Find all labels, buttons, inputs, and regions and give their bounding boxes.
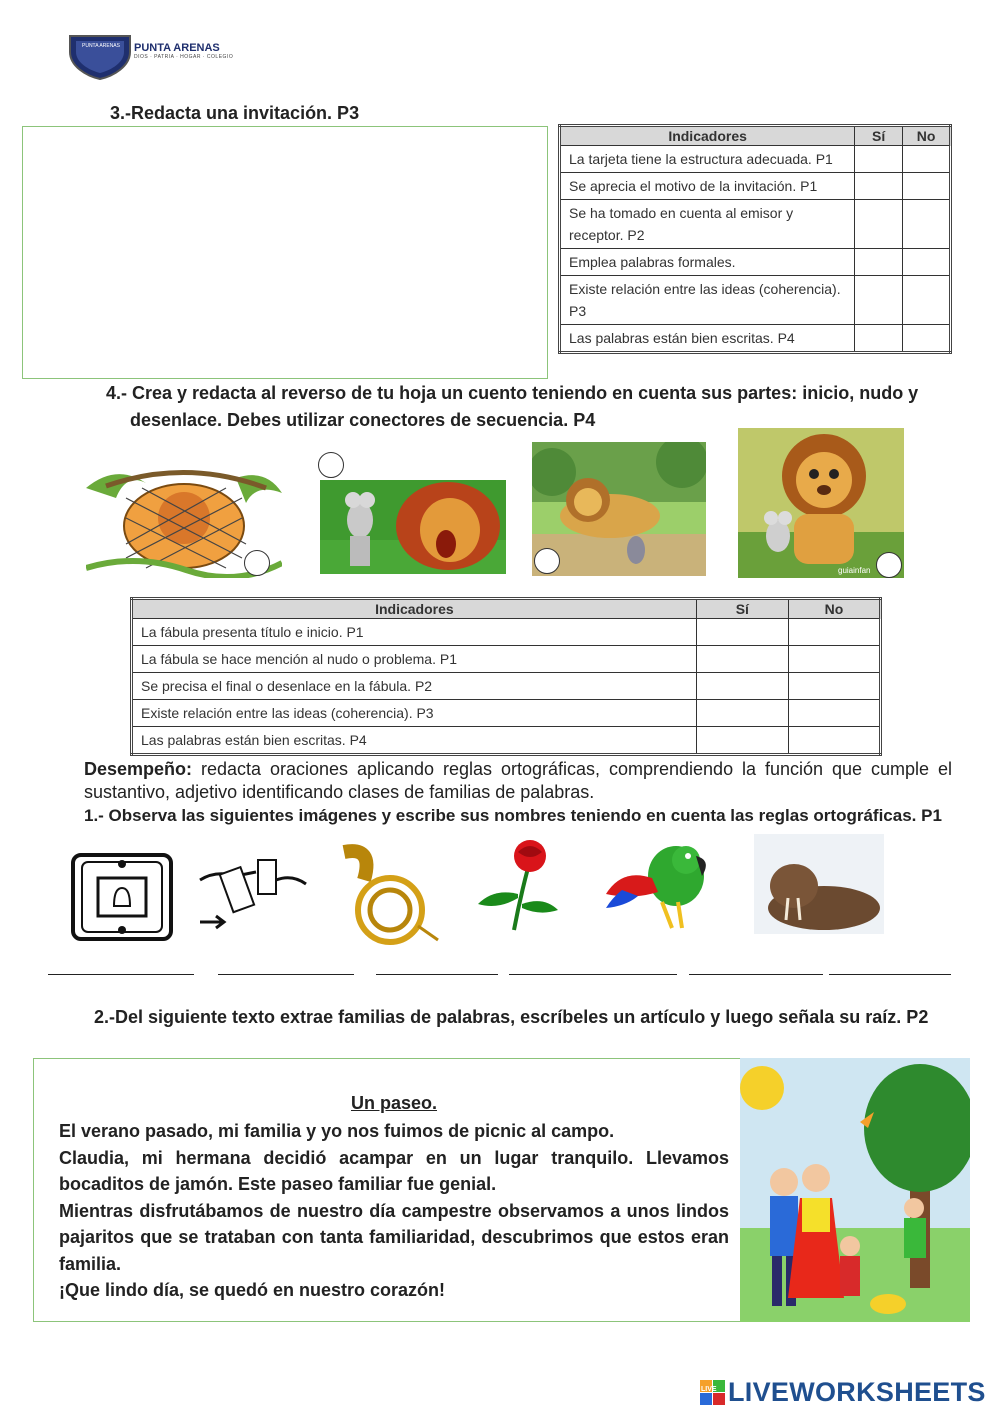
indicator-text: La fábula se hace mención al nudo o problema. P1	[132, 646, 697, 673]
story-line: El verano pasado, mi familia y yo nos fuimos de picnic al campo.	[59, 1121, 615, 1141]
story-line: Mientras disfrutábamos de nuestro día campestre observamos a unos lindos pajaritos que se trataban con tanta familiaridad, descubrimos que estos eran familia.	[59, 1200, 729, 1274]
school-motto: DIOS · PATRIA · HOGAR · COLEGIO	[134, 54, 234, 60]
check-cell-si[interactable]	[855, 146, 903, 173]
check-cell-si[interactable]	[855, 325, 903, 353]
table-row	[560, 325, 951, 353]
fable-image-lion-with-mouse	[738, 428, 904, 578]
answer-line-4[interactable]	[509, 974, 677, 975]
q4-title: 4.- Crea y redacta al reverso de tu hoja un cuento teniendo en cuenta sus partes: inicio, nudo y desenlace. Debes utilizar conectores de secuencia. P4	[106, 383, 919, 430]
check-cell-no[interactable]	[788, 727, 880, 755]
family-picnic-image	[740, 1058, 970, 1322]
check-cell-no[interactable]	[788, 700, 880, 727]
order-circle-3[interactable]	[534, 548, 560, 574]
fable-image-mouse-and-lion	[320, 480, 506, 574]
order-circle-4[interactable]	[876, 552, 902, 578]
indicator-text: Se ha tomado en cuenta al emisor y receptor. P2	[560, 200, 855, 249]
check-cell-si[interactable]	[696, 619, 788, 646]
doorbell-image	[70, 852, 174, 942]
check-cell-si[interactable]	[855, 173, 903, 200]
story-line: ¡Que lindo día, se quedó en nuestro corazón!	[59, 1280, 446, 1300]
answer-line-6[interactable]	[829, 974, 951, 975]
q2-title: 2.-Del siguiente texto extrae familias de palabras, escríbeles un artículo y luego señala su raíz. P2	[94, 1007, 929, 1027]
performance-label: Desempeño:	[84, 759, 193, 779]
check-cell-no[interactable]	[788, 673, 880, 700]
q3-indicator-table	[558, 124, 952, 354]
indicator-text: Emplea palabras formales.	[560, 249, 855, 276]
check-cell-si[interactable]	[855, 249, 903, 276]
parrot-image	[602, 838, 720, 934]
table-row	[560, 146, 951, 173]
image-caption: guiainfan	[838, 566, 871, 575]
table-row	[560, 249, 951, 276]
answer-line-5[interactable]	[689, 974, 823, 975]
q3-title: 3.-Redacta una invitación. P3	[110, 103, 360, 123]
indicator-text: Las palabras están bien escritas. P4	[132, 727, 697, 755]
school-name: PUNTA ARENAS DIOS · PATRIA · HOGAR · COLEGIO	[134, 42, 234, 60]
check-cell-no[interactable]	[788, 646, 880, 673]
story-line: Claudia, mi hermana decidió acampar en un lugar tranquilo. Llevamos bocaditos de jamón. Este paseo familiar fue genial.	[59, 1147, 729, 1194]
check-cell-si[interactable]	[696, 727, 788, 755]
check-cell-no[interactable]	[903, 276, 951, 325]
order-circle-1[interactable]	[244, 550, 270, 576]
check-cell-si[interactable]	[855, 276, 903, 325]
check-cell-no[interactable]	[903, 146, 951, 173]
check-cell-si[interactable]	[696, 646, 788, 673]
answer-line-3[interactable]	[376, 974, 498, 975]
handing-over-image	[196, 850, 308, 930]
indicator-text: Existe relación entre las ideas (coherencia). P3	[560, 276, 855, 325]
indicator-text: Se aprecia el motivo de la invitación. P1	[560, 173, 855, 200]
check-cell-si[interactable]	[696, 700, 788, 727]
story-title: Un paseo.	[350, 1093, 438, 1113]
table-row	[560, 173, 951, 200]
check-cell-no[interactable]	[903, 173, 951, 200]
indicator-text: Las palabras están bien escritas. P4	[560, 325, 855, 353]
table-row	[132, 619, 881, 646]
header-indicadores: Indicadores	[560, 126, 855, 146]
order-circle-2[interactable]	[318, 452, 344, 478]
indicator-text: Se precisa el final o desenlace en la fábula. P2	[132, 673, 697, 700]
walrus-image	[754, 834, 884, 934]
table-row	[560, 200, 951, 249]
header-indicadores: Indicadores	[132, 599, 697, 619]
liveworksheets-badge: LIVE	[701, 1386, 717, 1393]
indicator-text: La tarjeta tiene la estructura adecuada. P1	[560, 146, 855, 173]
fable-image-lion-sleeping	[532, 442, 706, 576]
check-cell-no[interactable]	[788, 619, 880, 646]
rose-image	[464, 834, 574, 934]
q4-indicator-table	[130, 597, 882, 756]
table-row	[132, 646, 881, 673]
table-row	[560, 276, 951, 325]
indicator-text: Existe relación entre las ideas (coherencia). P3	[132, 700, 697, 727]
check-cell-no[interactable]	[903, 325, 951, 353]
story-text	[59, 1118, 729, 1304]
header-no: No	[903, 126, 951, 146]
invitation-writing-box[interactable]	[22, 126, 548, 379]
performance-statement	[84, 758, 952, 804]
header-si: Sí	[855, 126, 903, 146]
school-shield-logo	[68, 32, 132, 80]
check-cell-si[interactable]	[696, 673, 788, 700]
performance-text: redacta oraciones aplicando reglas ortográficas, comprendiendo la función que cumple el sustantivo, adjetivo identificando clases de familias de palabras.	[84, 759, 952, 802]
header-no: No	[788, 599, 880, 619]
q1-title: 1.- Observa las siguientes imágenes y escribe sus nombres teniendo en cuenta las reglas ortográficas. P1	[84, 806, 942, 825]
answer-line-1[interactable]	[48, 974, 194, 975]
answer-line-2[interactable]	[218, 974, 354, 975]
table-row	[132, 673, 881, 700]
french-horn-image	[330, 840, 442, 952]
liveworksheets-brand[interactable]: LIVEWORKSHEETS	[728, 1377, 986, 1407]
table-row	[132, 727, 881, 755]
fable-image-lion-in-net	[86, 458, 282, 578]
check-cell-no[interactable]	[903, 249, 951, 276]
story-box	[33, 1058, 741, 1322]
liveworksheets-icon	[700, 1380, 726, 1406]
shield-text: PUNTA ARENAS	[82, 43, 120, 49]
check-cell-si[interactable]	[855, 200, 903, 249]
header-si: Sí	[696, 599, 788, 619]
table-row	[132, 700, 881, 727]
check-cell-no[interactable]	[903, 200, 951, 249]
indicator-text: La fábula presenta título e inicio. P1	[132, 619, 697, 646]
